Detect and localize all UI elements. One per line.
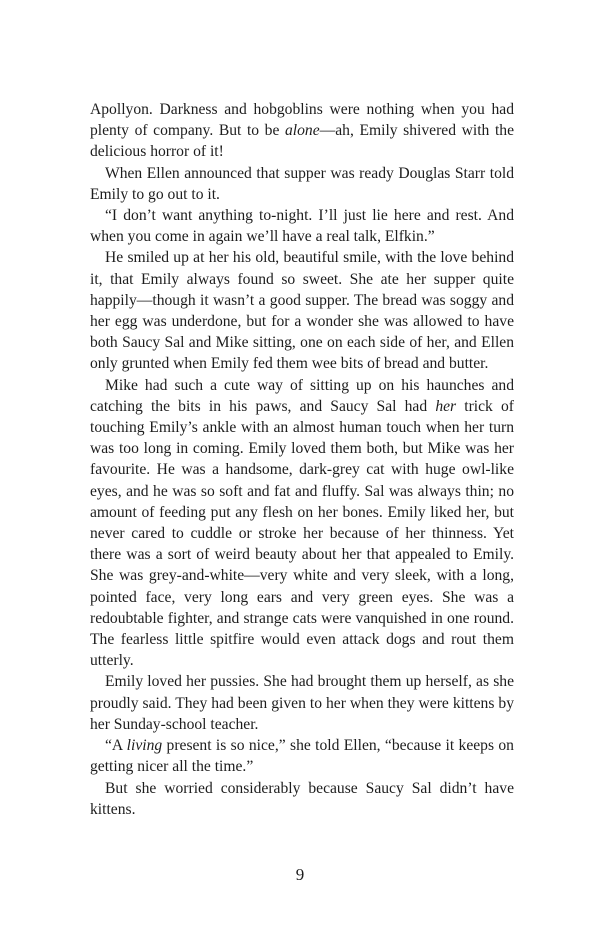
paragraph — [90, 778, 514, 820]
text-run: He smiled up at her his old, beautiful smile, with the love behind it, that Emily always found so sweet. She ate her supper quite happily—though it wasn’t a good supper. The bread was soggy and her egg was underdone, but for a wonder she was allowed to have both Saucy Sal and Mike sitting, one on each side of her, and Ellen only grunted when Emily fed them wee bits of bread and butter. — [90, 249, 514, 373]
text-run: trick of touching Emily’s ankle with an almost human touch when her turn was too long in coming. Emily loved them both, but Mike was her favourite. He was a handsome, dark-grey cat with huge owl-like eyes, and he was so soft and fat and fluffy. Sal was always thin; no amount of feeding put any flesh on her bones. Emily liked her, but never cared to cuddle or stroke her because of her thinness. Yet there was a sort of weird beauty about her that appealed to Emily. She was grey-and-white—very white and very sleek, with a long, pointed face, very long ears and very green eyes. She was a redoubtable fighter, and strange cats were vanquished in one round. The fearless little spitfire would even attack dogs and rout them utterly. — [90, 397, 514, 670]
paragraph — [90, 99, 514, 163]
text-run: “A — [105, 737, 127, 755]
text-run: —ah, Emily shivered with the delicious horror of it! — [90, 122, 514, 161]
text-run: “I don’t want anything to-night. I’ll just lie here and rest. And when you come in again we’ll have a real talk, Elfkin.” — [90, 207, 514, 246]
paragraph — [90, 205, 514, 247]
italic-text-run: living — [126, 737, 163, 755]
text-run: present is so nice,” she told Ellen, “because it keeps on getting nicer all the time.” — [90, 737, 514, 776]
paragraph — [90, 163, 514, 205]
italic-text-run: alone — [285, 122, 320, 140]
paragraph — [90, 247, 514, 374]
italic-text-run: her — [435, 397, 457, 415]
paragraph — [90, 671, 514, 735]
page-body — [90, 99, 514, 820]
page-number: 9 — [295, 865, 305, 884]
text-run: Apollyon. Darkness and hobgoblins were nothing when you had plenty of company. But to be — [90, 101, 514, 140]
text-run: When Ellen announced that supper was ready Douglas Starr told Emily to go out to it. — [90, 164, 514, 203]
paragraph — [90, 375, 514, 672]
text-run: But she worried considerably because Saucy Sal didn’t have kittens. — [90, 779, 514, 818]
paragraph — [90, 735, 514, 777]
text-run: Emily loved her pussies. She had brought them up herself, as she proudly said. They had been given to her when they were kittens by her Sunday-school teacher. — [90, 673, 514, 733]
text-run: Mike had such a cute way of sitting up on his haunches and catching the bits in his paws, and Saucy Sal had — [90, 376, 514, 415]
